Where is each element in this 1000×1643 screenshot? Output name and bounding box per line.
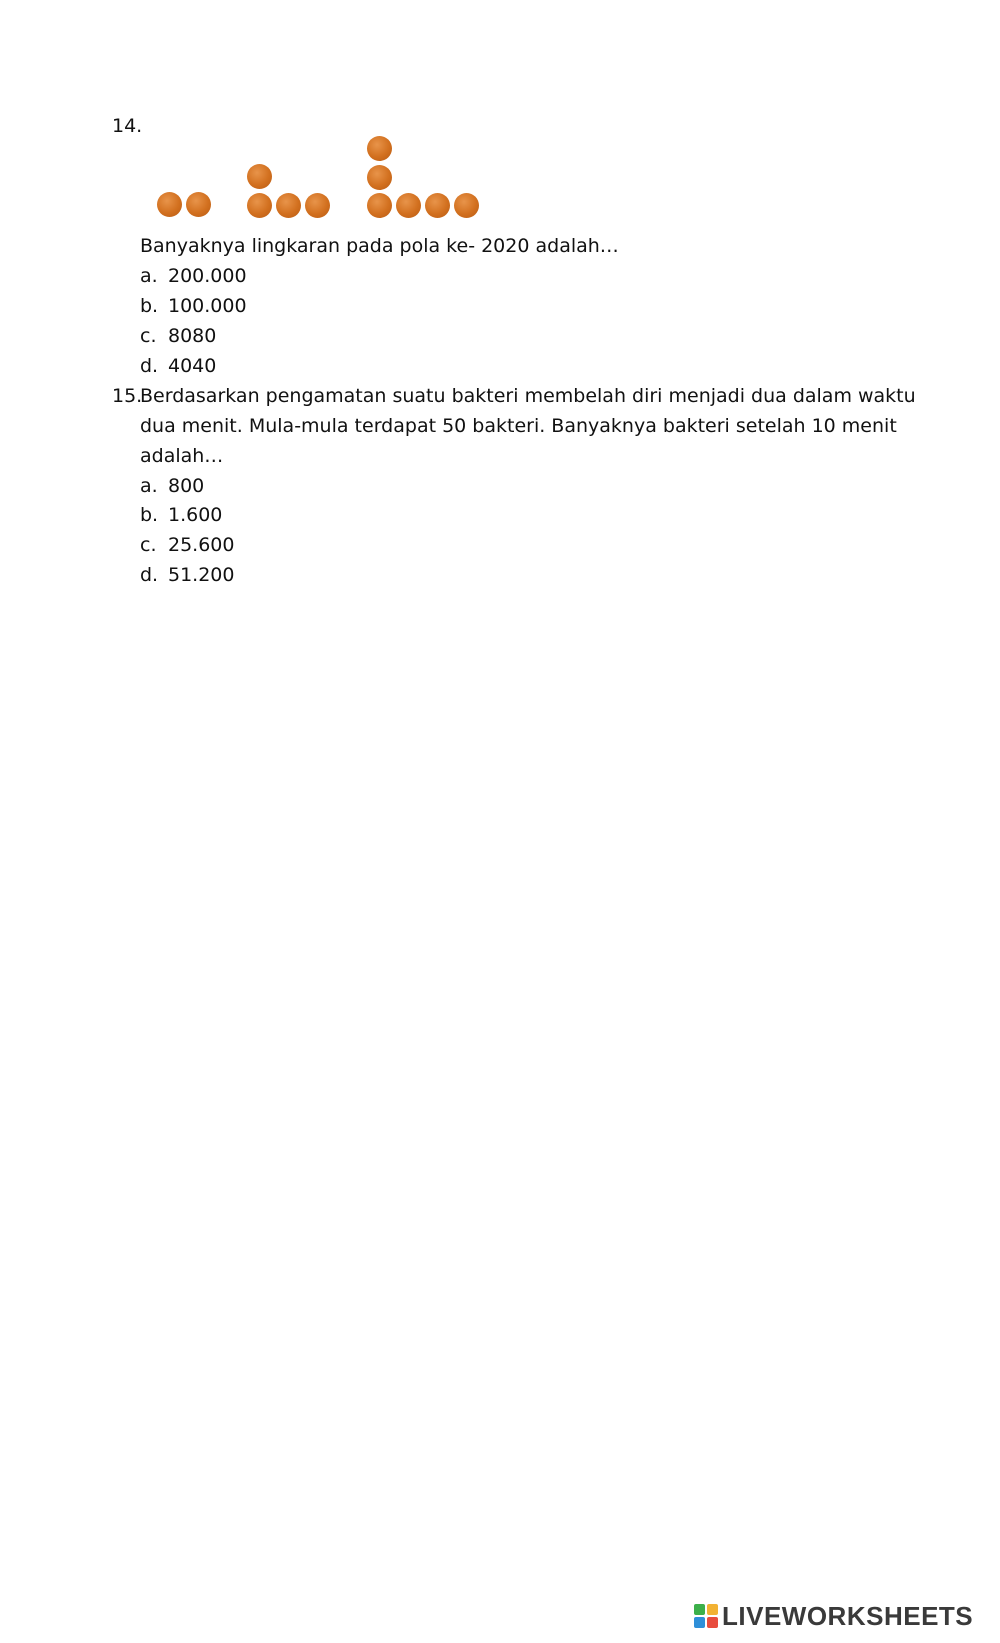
circle [247,164,272,189]
option-letter: b. [140,295,159,317]
logo-mark-icon [694,1604,718,1628]
circle [367,193,392,218]
circle [276,193,301,218]
option-letter: a. [140,475,158,497]
option-value: 51.200 [168,564,235,586]
option-letter: c. [140,534,157,556]
circle [425,193,450,218]
circle [305,193,330,218]
option-value: 1.600 [168,504,223,526]
option-value: 200.000 [168,265,247,287]
logo-square-icon [694,1617,705,1628]
circle [367,165,392,190]
option-value: 4040 [168,355,217,377]
option-letter: b. [140,504,159,526]
logo-square-icon [694,1604,705,1615]
option-letter: d. [140,355,159,377]
question-text-line-1: Berdasarkan pengamatan suatu bakteri membelah diri menjadi dua dalam waktu [140,385,916,407]
circle [367,136,392,161]
option-value: 100.000 [168,295,247,317]
question-text-line-3: adalah… [140,445,224,467]
logo-square-icon [707,1617,718,1628]
question-text-line-2: dua menit. Mula-mula terdapat 50 bakteri. Banyaknya bakteri setelah 10 menit [140,415,897,437]
liveworksheets-logo[interactable] [694,1598,973,1634]
circle [396,193,421,218]
option-value: 800 [168,475,205,497]
circle [186,192,211,217]
option-letter: a. [140,265,158,287]
option-letter: d. [140,564,159,586]
logo-text: LIVEWORKSHEETS [722,1600,974,1631]
circle [157,192,182,217]
circle [247,193,272,218]
question-number: 14. [112,115,143,137]
option-letter: c. [140,325,157,347]
option-value: 8080 [168,325,217,347]
circle [454,193,479,218]
option-value: 25.600 [168,534,235,556]
logo-square-icon [707,1604,718,1615]
question-number: 15. [112,385,143,407]
question-text: Banyaknya lingkaran pada pola ke- 2020 adalah… [140,235,619,257]
